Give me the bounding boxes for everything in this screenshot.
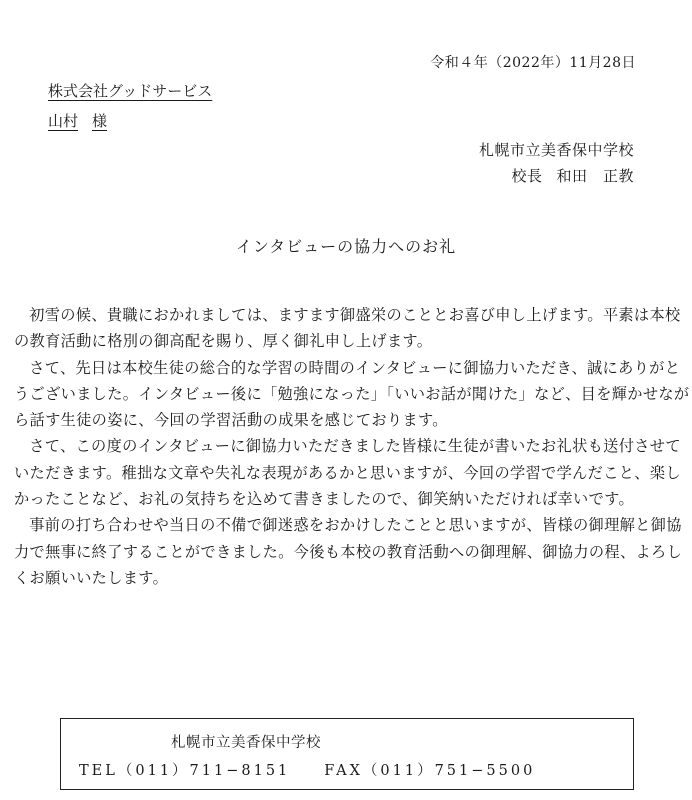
footer-contact-box [60, 718, 634, 790]
footer-fax: FAX（011）751−5500 [324, 763, 536, 779]
sender-school: 札幌市立美香保中学校 [478, 141, 634, 159]
recipient-person [48, 110, 107, 131]
letter-date: 令和４年（2022年）11月28日 [430, 55, 636, 71]
letter-title: インタビューの協力へのお礼 [235, 237, 457, 256]
sender-title: 校長 [511, 167, 543, 185]
footer-contacts [79, 759, 535, 780]
letter-body [14, 302, 692, 591]
recipient-name: 山村 [48, 112, 79, 130]
body-paragraph: さて、この度のインタビューに御協力いただきました皆様に生徒が書いたお礼状も送付させていただきます。稚拙な文章や失礼な表現があるかと思いますが、今回の学習で学んだこと、楽しかったことなど、お礼の気持ちを込めて書きましたので、御笑納いただければ幸いです。 [14, 437, 681, 509]
body-paragraph: 初雪の候、貴職におかれましては、ますます御盛栄のこととお喜び申し上げます。平素は本校の教育活動に格別の御高配を賜り、厚く御礼申し上げます。 [14, 306, 681, 351]
sender-name: 和田 正教 [556, 167, 634, 185]
body-paragraph: さて、先日は本校生徒の総合的な学習の時間のインタビューに御協力いただき、誠にありがとうございました。インタビュー後に「勉強になった」「いいお話が聞けた」など、目を輝かせながら話す生徒の姿に、今回の学習活動の成果を感じております。 [14, 358, 690, 430]
recipient-company: 株式会社グッドサービス [48, 82, 213, 100]
sender-principal [511, 165, 634, 186]
body-paragraph: 事前の打ち合わせや当日の不備で御迷惑をおかけしたことと思いますが、皆様の御理解と御協力で無事に終了することができました。今後も本校の教育活動への御理解、御協力の程、よろしくお願いいたします。 [14, 516, 683, 587]
recipient-honorific: 様 [92, 112, 108, 130]
footer-tel: TEL（011）711−8151 [79, 763, 291, 779]
footer-school: 札幌市立美香保中学校 [171, 735, 321, 751]
